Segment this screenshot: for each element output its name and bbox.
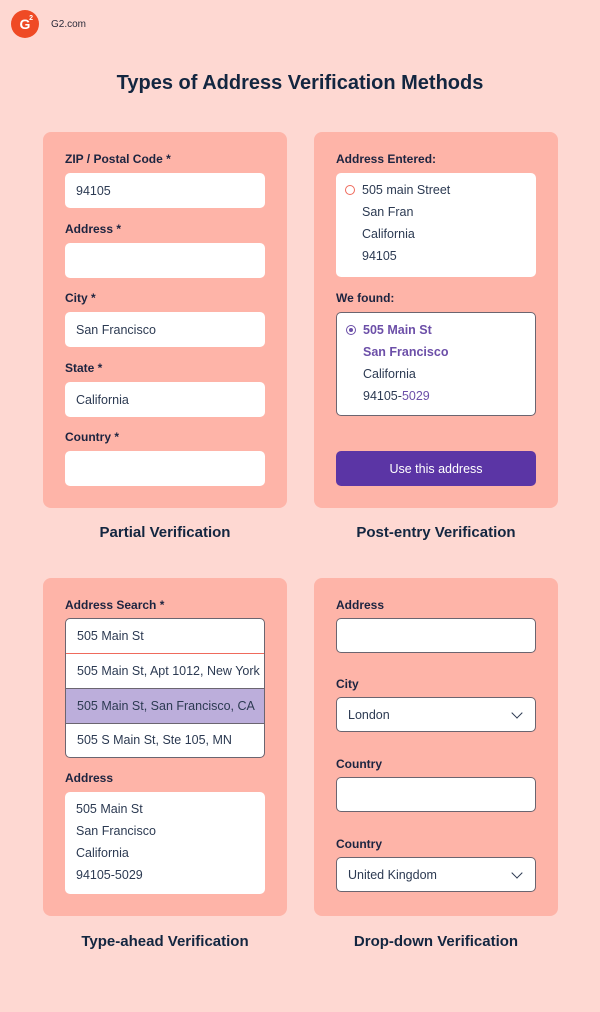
country-select-value: United Kingdom [348,867,437,882]
entered-line-3: California [362,227,415,241]
drop-down-verification-caption: Drop-down Verification [353,933,519,950]
zip-label: ZIP / Postal Code * [65,152,171,166]
logo-superscript: 2 [29,15,33,22]
logo-letter: G [19,16,31,32]
address-search-dropdown [65,618,265,758]
partial-verification-caption: Partial Verification [99,524,231,541]
address-search-input[interactable]: 505 Main St [66,619,264,654]
type-ahead-verification-caption: Type-ahead Verification [81,933,249,950]
country-input[interactable] [65,451,265,486]
entered-line-4: 94105 [362,249,397,263]
state-label: State * [65,361,103,375]
country-select[interactable] [336,857,536,892]
entered-line-1: 505 main Street [362,183,451,197]
city-select[interactable] [336,697,536,732]
post-entry-verification-card [314,132,558,508]
partial-verification-card [43,132,287,508]
address-line-2: San Francisco [76,824,156,838]
address-input[interactable] [65,243,265,278]
suggestion-item[interactable]: 505 S Main St, Ste 105, MN [66,723,264,758]
we-found-box[interactable] [336,312,536,416]
address-result-box[interactable] [65,792,265,894]
city-select-value: London [348,707,390,722]
address-label: Address [336,598,385,612]
suggestion-item-highlighted[interactable]: 505 Main St, San Francisco, CA [66,688,264,723]
country-input[interactable] [336,777,536,812]
found-line-4 [363,389,430,403]
use-this-address-button[interactable]: Use this address [336,451,536,486]
brand [11,10,86,38]
found-line-1: 505 Main St [363,323,432,337]
country-label: Country * [65,430,119,444]
address-line-3: California [76,846,129,860]
found-line-3: California [363,367,416,381]
address-line-4: 94105-5029 [76,868,143,882]
address-label: Address [65,771,114,785]
radio-unselected-icon[interactable] [345,185,355,195]
g2-logo-icon [11,10,39,38]
address-label: Address * [65,222,122,236]
chevron-down-icon[interactable] [511,707,522,718]
post-entry-verification-caption: Post-entry Verification [356,524,516,541]
city-input[interactable]: San Francisco [65,312,265,347]
found-zip-ext: 5029 [401,389,430,403]
state-input[interactable]: California [65,382,265,417]
zip-input[interactable]: 94105 [65,173,265,208]
entered-line-2: San Fran [362,205,414,219]
chevron-down-icon[interactable] [511,867,522,878]
drop-down-verification-card [314,578,558,916]
address-entered-box[interactable] [336,173,536,277]
type-ahead-verification-card [43,578,287,916]
suggestion-item[interactable]: 505 Main St, Apt 1012, New York [77,663,260,678]
address-entered-label: Address Entered: [336,152,437,166]
address-search-label: Address Search * [65,598,165,612]
address-input[interactable] [336,618,536,653]
address-line-1: 505 Main St [76,802,143,816]
brand-name: G2.com [51,18,87,30]
country-label: Country [336,757,382,771]
we-found-label: We found: [336,291,395,305]
page-title: Types of Address Verification Methods [116,72,484,94]
found-zip: 94105- [363,389,402,403]
city-label: City [336,677,359,691]
found-line-2: San Francisco [363,345,449,359]
country-select-label: Country [336,837,382,851]
radio-selected-icon[interactable] [346,325,356,335]
city-label: City * [65,291,96,305]
